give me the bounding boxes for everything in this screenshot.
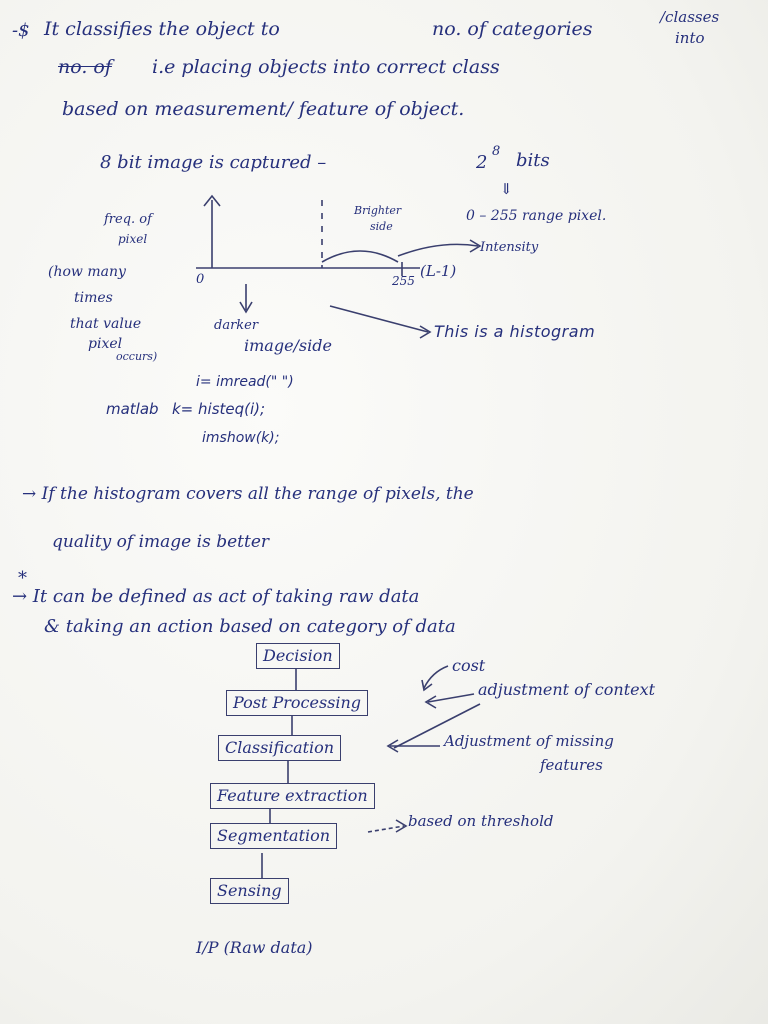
cost-arrow <box>424 666 448 688</box>
bits-exponent: 8 <box>492 144 501 159</box>
code-line-1: i= imread(" ") <box>196 374 294 390</box>
intensity-label: Intensity <box>480 240 539 255</box>
note-3: that value <box>70 316 142 332</box>
brighter-label-1: Brighter <box>354 204 402 217</box>
note-5: occurs) <box>116 350 158 363</box>
pipeline-step-segmentation: Segmentation <box>210 823 337 849</box>
intro-line2a: no. of <box>58 56 112 78</box>
adjustment-missing-label-2: features <box>540 756 603 774</box>
intro-line3: based on measurement/ feature of object. <box>62 98 465 120</box>
context-to-classification-line <box>394 704 480 748</box>
context-arrow <box>428 694 474 702</box>
cost-label: cost <box>452 656 486 675</box>
intro-line1b: no. of categories <box>432 18 593 40</box>
note-2: times <box>74 290 113 306</box>
threshold-label: based on threshold <box>408 812 554 830</box>
quality-line-1: → If the histogram covers all the range of pixels, the <box>22 484 474 504</box>
pipeline-step-sensing: Sensing <box>210 878 289 904</box>
bits-word: bits <box>516 150 550 171</box>
definition-line-1: → It can be defined as act of taking raw data <box>12 586 420 607</box>
brighter-bracket <box>322 251 398 262</box>
definition-line-2: & taking an action based on category of data <box>44 616 456 637</box>
pipeline-step-classification: Classification <box>218 735 341 761</box>
code-line-2: k= histeq(i); <box>172 400 266 418</box>
axis-end-tick: 255 <box>392 274 415 288</box>
adjustment-context-label: adjustment of context <box>478 680 656 699</box>
adjustment-missing-label-1: Adjustment of missing <box>444 732 614 750</box>
y-axis-label-1: freq. of <box>104 212 152 227</box>
code-prefix: matlab <box>106 400 159 418</box>
intro-line1a: It classifies the object to <box>44 18 280 40</box>
intro-line1c: /classes <box>660 8 720 26</box>
y-axis-label-2: pixel <box>118 232 148 246</box>
range-text: 0 – 255 range pixel. <box>466 208 607 224</box>
intensity-arrow <box>398 244 478 256</box>
bits-base: 2 <box>476 152 488 173</box>
captured-text: 8 bit image is captured – <box>100 152 327 173</box>
note-1: (how many <box>48 264 126 280</box>
intro-bullet: -$ <box>12 20 30 41</box>
axis-end-label: (L-1) <box>420 262 457 280</box>
note-4: pixel <box>88 336 123 352</box>
pipeline-step-post-processing: Post Processing <box>226 690 368 716</box>
darker-label-1: darker <box>214 318 259 333</box>
brighter-label-2: side <box>370 220 393 233</box>
quality-line-2: quality of image is better <box>52 532 270 552</box>
bits-down-arrow: ⇓ <box>500 180 513 198</box>
pipeline-step-decision: Decision <box>256 643 340 669</box>
axis-origin: 0 <box>196 272 205 287</box>
input-label: I/P (Raw data) <box>196 938 313 957</box>
darker-label-2: image/side <box>244 336 332 355</box>
intro-line2b: i.e placing objects into correct class <box>152 56 500 78</box>
code-line-3: imshow(k); <box>202 430 280 446</box>
intro-line1d: into <box>675 29 705 47</box>
this-is-histogram: This is a histogram <box>434 322 596 341</box>
histogram-pointer-line <box>330 306 428 332</box>
definition-star: * <box>18 568 27 589</box>
threshold-arrowhead <box>396 820 406 832</box>
pipeline-step-feature-extraction: Feature extraction <box>210 783 375 809</box>
